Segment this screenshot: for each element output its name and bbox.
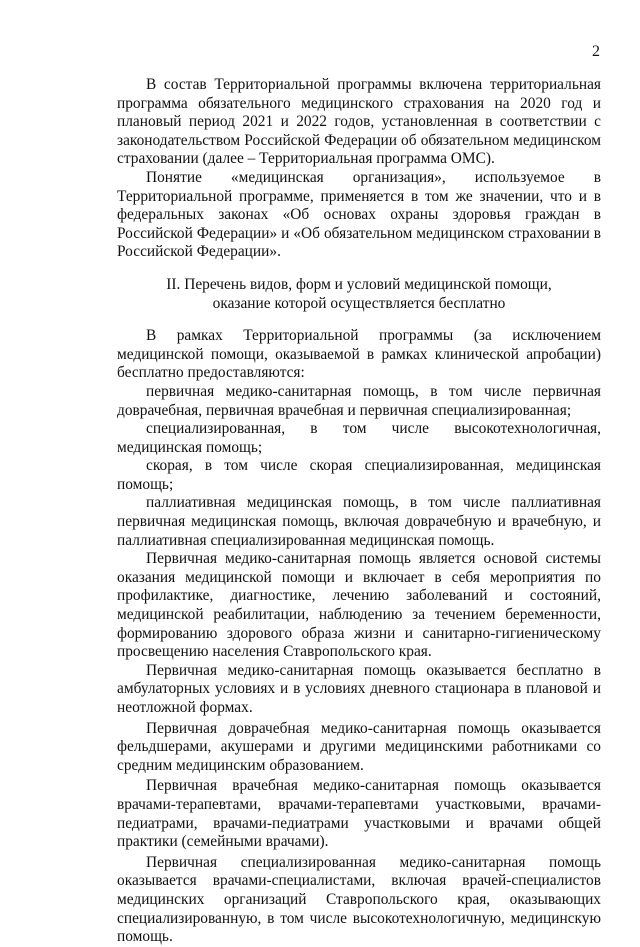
paragraph-doctor-care: Первичная врачебная медико-санитарная помощь оказывается врачами-терапевтами, врачами-терапевтами участковыми, врачами-педиатрами, врачами-педиатрами участковыми и врачами общей практики (семейными врачами). (117, 777, 601, 851)
list-item: специализированная, в том числе высокотехнологичная, медицинская помощь; (117, 420, 601, 456)
paragraph-territorial-program: В состав Территориальной программы включена территориальная программа обязательного медицинского страхования на 2020 год и плановый период 2021 и 2022 годов, установленная в соответствии с законодательством Российской Федерации об обязательном медицинском страховании (далее – Территориальная программа ОМС). (117, 76, 601, 168)
paragraph-intro: В рамках Территориальной программы (за исключением медицинской помощи, оказываемой в рамках клинической апробации) бесплатно предоставляются: (117, 327, 601, 382)
document-body (117, 76, 601, 947)
section-heading-line2: оказание которой осуществляется бесплатно (212, 294, 506, 312)
list-item: первичная медико-санитарная помощь, в том числе первичная доврачебная, первичная врачебная и первичная специализированная; (117, 382, 601, 419)
paragraph-medical-organization: Понятие «медицинская организация», используемое в Территориальной программе, применяется в том же значении, что и в федеральных законах «Об основах охраны здоровья граждан в Российской Федерации» и «Об обязательном медицинском страховании в Российской Федерации». (117, 168, 601, 261)
paragraph-primary-care-basis: Первичная медико-санитарная помощь является основой системы оказания медицинской помощи и включает в себя мероприятия по профилактике, диагностике, лечению заболеваний и состояний, медицинской реабилитации, наблюдению за течением беременности, формированию здорового образа жизни и санитарно-гигиеническому просвещению населения Ставропольского края. (117, 550, 601, 661)
list-item: паллиативная медицинская помощь, в том числе паллиативная первичная медицинская помощь, включая доврачебную и врачебную, и паллиативная специализированная медицинская помощь. (117, 494, 601, 549)
section-heading-line1: II. Перечень видов, форм и условий медицинской помощи, (166, 275, 552, 293)
section-heading (117, 276, 601, 313)
page-number: 2 (592, 43, 600, 60)
paragraph-primary-care-free: Первичная медико-санитарная помощь оказывается бесплатно в амбулаторных условиях и в условиях дневного стационара в плановой и неотложной формах. (117, 661, 601, 716)
paragraph-specialized-care: Первичная специализированная медико-санитарная помощь оказывается врачами-специалистами, включая врачей-специалистов медицинских организаций Ставропольского края, оказывающих специализированную, в том числе высокотехнологичную, медицинскую помощь. (117, 853, 601, 946)
list-item: скорая, в том числе скорая специализированная, медицинская помощь; (117, 457, 601, 493)
paragraph-pre-doctor-care: Первичная доврачебная медико-санитарная помощь оказывается фельдшерами, акушерами и другими медицинскими работниками со средним медицинским образованием. (117, 719, 601, 774)
